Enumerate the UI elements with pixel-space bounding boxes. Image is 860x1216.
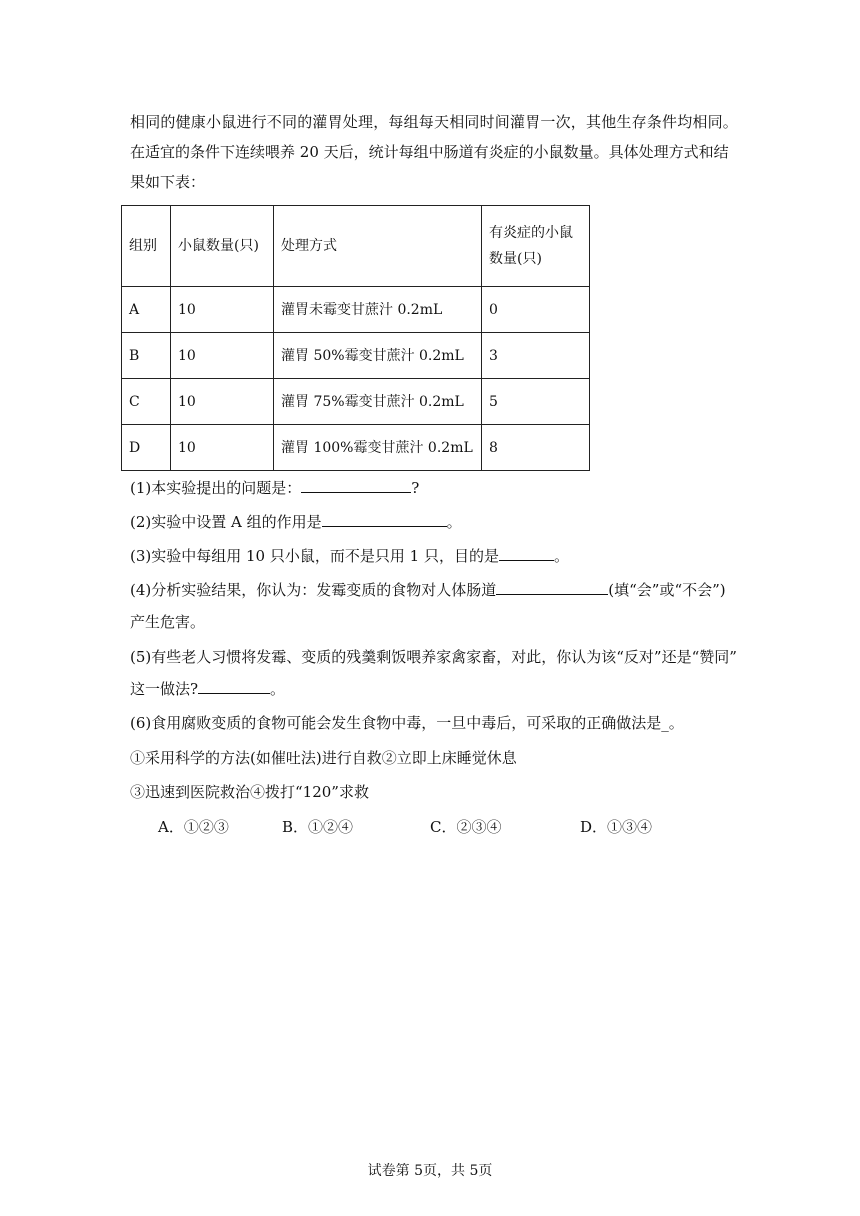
table-row xyxy=(122,287,590,333)
cell-mouse-count: 10 xyxy=(171,379,274,425)
question-2-end: 。 xyxy=(446,513,462,531)
table-header-row xyxy=(122,206,590,287)
header-inflamed-count: 有炎症的小鼠数量(只) xyxy=(482,206,590,287)
question-3-end: 。 xyxy=(553,547,569,565)
option-d[interactable]: D．①③④ xyxy=(580,818,653,836)
cell-group: A xyxy=(122,287,171,333)
cell-mouse-count: 10 xyxy=(171,287,274,333)
question-1-end: ? xyxy=(411,479,420,497)
cell-mouse-count: 10 xyxy=(171,333,274,379)
question-5-blank[interactable] xyxy=(198,677,270,694)
question-5-text: 这一做法? xyxy=(130,680,199,698)
cell-group: D xyxy=(122,425,171,471)
question-4-hint: (填“会”或“不会”) xyxy=(608,581,726,599)
question-5: (5)有些老人习惯将发霉、变质的残羹剩饭喂养家禽家畜，对此，你认为该“反对”还是“赞同” xyxy=(130,648,737,666)
results-table xyxy=(121,205,590,471)
option-c[interactable]: C．②③④ xyxy=(430,818,502,836)
cell-treatment: 灌胃 75%霉变甘蔗汁 0.2mL xyxy=(274,379,482,425)
intro-paragraph xyxy=(130,107,740,197)
header-group: 组别 xyxy=(122,206,171,287)
question-1 xyxy=(130,473,419,503)
question-2-text: (2)实验中设置 A 组的作用是 xyxy=(130,513,322,531)
header-mouse-count: 小鼠数量(只) xyxy=(171,206,274,287)
cell-inflamed-count: 3 xyxy=(482,333,590,379)
question-6-choices-1: ①采用科学的方法(如催吐法)进行自救②立即上床睡觉休息 xyxy=(130,749,517,767)
question-1-text: (1)本实验提出的问题是： xyxy=(130,479,302,497)
table-row xyxy=(122,425,590,471)
answer-options xyxy=(0,812,860,842)
question-3-text: (3)实验中每组用 10 只小鼠，而不是只用 1 只，目的是 xyxy=(130,547,499,565)
question-4 xyxy=(130,575,726,605)
question-3-blank[interactable] xyxy=(499,544,554,561)
question-4-line-2: 产生危害。 xyxy=(130,613,206,631)
cell-treatment: 灌胃未霉变甘蔗汁 0.2mL xyxy=(274,287,482,333)
cell-treatment: 灌胃 100%霉变甘蔗汁 0.2mL xyxy=(274,425,482,471)
cell-inflamed-count: 5 xyxy=(482,379,590,425)
intro-line-1: 相同的健康小鼠进行不同的灌胃处理，每组每天相同时间灌胃一次，其他生存条件均相同。 xyxy=(130,113,739,131)
cell-group: C xyxy=(122,379,171,425)
cell-inflamed-count: 8 xyxy=(482,425,590,471)
option-a[interactable]: A．①②③ xyxy=(158,818,229,836)
cell-mouse-count: 10 xyxy=(171,425,274,471)
header-treatment: 处理方式 xyxy=(274,206,482,287)
cell-treatment: 灌胃 50%霉变甘蔗汁 0.2mL xyxy=(274,333,482,379)
question-5-end: 。 xyxy=(270,680,286,698)
question-6-choices-2: ③迅速到医院救治④拨打“120”求救 xyxy=(130,783,369,801)
question-1-blank[interactable] xyxy=(301,476,411,493)
question-2-blank[interactable] xyxy=(322,510,447,527)
option-b[interactable]: B．①②④ xyxy=(282,818,354,836)
question-4-text: (4)分析实验结果，你认为：发霉变质的食物对人体肠道 xyxy=(130,581,497,599)
question-2 xyxy=(130,507,462,537)
table-row xyxy=(122,333,590,379)
question-4-blank[interactable] xyxy=(496,578,608,595)
intro-line-2: 在适宜的条件下连续喂养 20 天后，统计每组中肠道有炎症的小鼠数量。具体处理方式和结 xyxy=(130,143,729,161)
table-row xyxy=(122,379,590,425)
question-6: (6)食用腐败变质的食物可能会发生食物中毒，一旦中毒后，可采取的正确做法是_。 xyxy=(130,714,684,732)
question-3 xyxy=(130,541,569,571)
question-5-line-2 xyxy=(130,674,285,704)
cell-inflamed-count: 0 xyxy=(482,287,590,333)
cell-group: B xyxy=(122,333,171,379)
page-footer: 试卷第 5页，共 5页 xyxy=(367,1163,493,1179)
intro-line-3: 果如下表： xyxy=(130,173,206,191)
